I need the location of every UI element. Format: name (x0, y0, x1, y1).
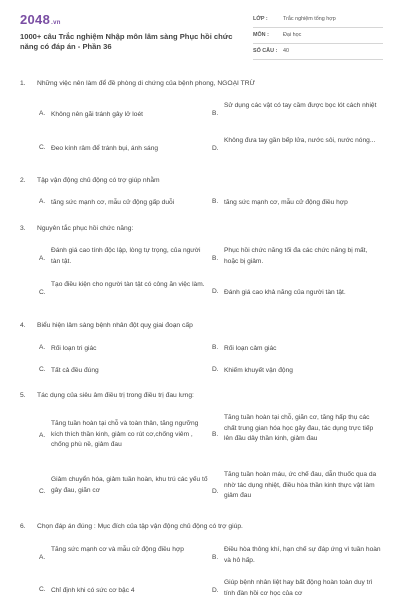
option-text: Giúp bệnh nhân liệt hay bất động hoàn toàn duy trì tính đàn hồi cơ học của cơ (224, 579, 373, 597)
question-text: Chọn đáp án đúng : Mục đích của tập vận động chủ động có trợ giúp. (37, 523, 243, 530)
question-stem (20, 392, 194, 399)
question-text: Tập vận động chủ động có trợ giúp nhằm (37, 177, 160, 184)
subject-label: MÔN : (253, 32, 269, 38)
option-text: Giảm chuyển hóa, giảm tuần hoàn, khu trú các yếu tố gây đau, giãn cơ (51, 476, 208, 494)
question-number: 4. (20, 322, 26, 329)
logo-text: 2048 (20, 12, 51, 27)
option-letter: B. (212, 110, 219, 117)
option-text: Tăng sức mạnh cơ và mẫu cử động điều hợp (51, 546, 184, 553)
option-text: Tăng tuần hoàn máu, ức chế đau, dẫn thuốc qua da nhờ tác dụng nhiệt, điều hòa thần kinh thực vật làm giảm đau (224, 471, 377, 499)
page-title: 1000+ câu Trắc nghiệm Nhập môn lâm sàng Phục hồi chức năng có đáp án - Phần 36 (20, 32, 233, 51)
option-text: Điều hòa thông khí, hạn chế sự đáp ứng vì tuần hoàn và hô hấp. (224, 546, 381, 564)
option-letter: C. (39, 488, 46, 495)
option-text: Rối loạn tri giác (51, 345, 97, 352)
page-header (0, 0, 400, 72)
option-text: Khiếm khuyết vận động (224, 367, 293, 374)
meta-row-class (253, 13, 383, 28)
option-text: Tất cả đều đúng (51, 367, 99, 374)
option-letter: C. (39, 366, 46, 373)
question-stem (20, 177, 160, 184)
option-letter: D. (212, 288, 219, 295)
question-stem (20, 225, 133, 232)
question-stem (20, 523, 243, 530)
subject-value: Đại học (283, 32, 302, 38)
question-number: 3. (20, 225, 26, 232)
option-letter: D. (212, 366, 219, 373)
option-letter: C. (39, 144, 46, 151)
option-text: Không nên gãi tránh gây lở loét (51, 111, 143, 118)
option-text: tăng sức mạnh cơ, mẫu cử động điều hợp (224, 199, 348, 206)
site-logo[interactable] (20, 12, 61, 27)
option-text: Không đưa tay gần bếp lửa, nước sôi, nước nóng... (224, 137, 376, 144)
meta-row-count (253, 45, 383, 60)
meta-box (253, 13, 383, 60)
option-letter: A. (39, 255, 46, 262)
option-letter: A. (39, 110, 46, 117)
question-text: Biểu hiện lâm sàng bệnh nhân đột quỵ giai đoạn cấp (37, 322, 193, 329)
option-text: Tạo điều kiện cho người tàn tật có công ăn việc làm. (51, 281, 205, 288)
option-text: tăng sức mạnh cơ, mẫu cử động gấp duỗi (51, 199, 175, 206)
option-letter: A. (39, 344, 46, 351)
class-value: Trắc nghiệm tổng hợp (283, 16, 336, 22)
count-label: SỐ CÂU : (253, 48, 278, 54)
option-letter: B. (212, 431, 219, 438)
question-number: 6. (20, 523, 26, 530)
count-value: 40 (283, 48, 289, 54)
option-letter: D. (212, 587, 219, 594)
question-number: 2. (20, 177, 26, 184)
option-text: Tăng tuần hoàn tại chỗ, giãn cơ, tăng hấp thụ các chất trung gian hóa học gây đau, tác dụng trực tiếp lên đầu dây thần kinh, giảm đau (224, 414, 374, 442)
option-text: Phục hồi chức năng tối đa các chức năng bị mất, hoặc bị giảm. (224, 247, 368, 265)
question-text: Nguyên tắc phục hồi chức năng: (37, 225, 134, 232)
option-letter: B. (212, 554, 219, 561)
question-text: Tác dụng của siêu âm điều trị trong điều trị đau lưng: (37, 392, 194, 399)
option-text: Sử dụng các vật có tay cầm được bọc lót cách nhiệt (224, 102, 377, 109)
option-letter: C. (39, 586, 46, 593)
option-letter: A. (39, 198, 46, 205)
option-text: Rối loạn cảm giác (224, 345, 277, 352)
question-number: 5. (20, 392, 26, 399)
option-text: Đánh giá cao tính độc lập, lòng tự trọng, của người tàn tật. (51, 247, 201, 265)
option-text: Tăng tuần hoàn tại chỗ và toàn thân, tăng ngưỡng kích thích thần kinh, giảm co rút cơ,chống viêm , chống phù nề, giảm đau (51, 420, 199, 448)
option-letter: A. (39, 554, 46, 561)
class-label: LỚP : (253, 16, 268, 22)
option-letter: B. (212, 198, 219, 205)
option-text: Đánh giá cao khả năng của người tàn tật. (224, 289, 346, 296)
option-letter: C. (39, 289, 46, 296)
question-stem (20, 80, 255, 87)
logo-suffix: .vn (51, 20, 61, 26)
option-text: Đeo kính râm để tránh bụi, ánh sáng (51, 145, 159, 152)
option-letter: D. (212, 145, 219, 152)
option-text: Chỉ định khi có sức cơ bậc 4 (51, 587, 135, 594)
question-text: Những việc nên làm để đề phòng di chứng của bệnh phong, NGOẠI TRỪ (37, 80, 256, 87)
option-letter: A. (39, 432, 46, 439)
option-letter: D. (212, 488, 219, 495)
option-letter: B. (212, 255, 219, 262)
option-letter: B. (212, 344, 219, 351)
meta-row-subject (253, 29, 383, 44)
question-stem (20, 322, 193, 329)
question-number: 1. (20, 80, 26, 87)
